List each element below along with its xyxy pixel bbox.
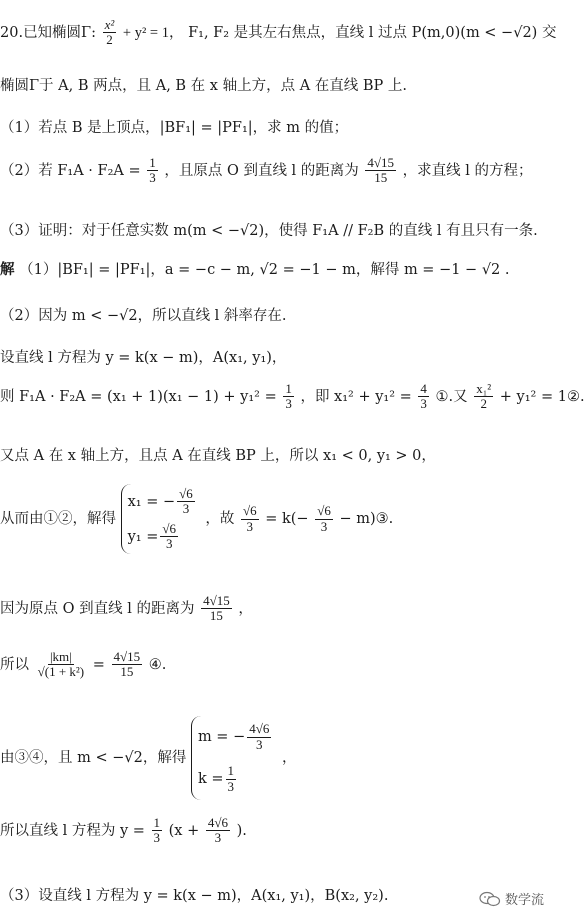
solution-line-6: 从而由①②，解得 x₁ = − $\frac{√6}{3}$ y₁ = $\frac{√6}{3}$ ，故 $\frac{√6}{3}$ = k(− $\frac{√6}{3}$ − m)③. [0,484,393,554]
solution-line-1: 解 （1）|BF₁| = |PF₁|，a = −c − m, √2 = −1 − m，解得 m = −1 − √2 . [0,261,510,278]
wechat-icon [479,891,501,907]
solution-line-11: （3）设直线 l 方程为 y = k(x − m)，A(x₁, y₁)，B(x₂, y₂). [0,888,389,904]
question-3: （3）证明：对于任意实数 m(m < −√2)，使得 F₁A // F₂B 的直线 l 有且只有一条. [0,223,538,239]
problem-line-2: 椭圆Γ于 A, B 两点，且 A, B 在 x 轴上方，点 A 在直线 BP 上. [0,78,408,94]
ellipse-fraction: $\frac{\text{x²}}{2}$ [104,17,115,48]
equation-system-2: m = − $\frac{4√6}{3}$ k = $\frac{1}{3}$ [191,716,277,800]
solution-line-2: （2）因为 m < −√2，所以直线 l 斜率存在. [0,308,287,324]
solution-line-5: 又点 A 在 x 轴上方，且点 A 在直线 BP 上，所以 x₁ < 0, y₁ > 0， [0,448,436,464]
question-1: （1）若点 B 是上顶点，|BF₁| = |PF₁|，求 m 的值； [0,120,349,136]
solution-line-8: 所以 $\frac{|km|}{\text{√(1 + k²)}}$ = $\frac{4√15}{15}$ ④. [0,649,167,680]
equation-system-1: x₁ = − $\frac{√6}{3}$ y₁ = $\frac{√6}{3}$ [121,484,201,554]
question-2: （2）若 F₁A · F₂A = $\frac{1}{3}$ ，且原点 O 到直线 l 的距离为 $\frac{4√15}{15}$ ，求直线 l 的方程； [0,155,533,186]
solution-line-7: 因为原点 O 到直线 l 的距离为 $\frac{4√15}{15}$ ， [0,593,253,624]
solution-line-3: 设直线 l 方程为 y = k(x − m)，A(x₁, y₁)， [0,350,287,366]
watermark-label: 数学流 [504,893,544,908]
solution-line-10: 所以直线 l 方程为 y = $\frac{1}{3}$ (x + $\frac{4√6}{3}$ ). [0,815,247,846]
problem-line-1: 20.已知椭圆Γ: $\frac{\text{x²}}{2}$ + y² = 1， F₁, F₂ 是其左右焦点，直线 l 过点 P(m,0)(m < −√2) 交 [0,17,557,48]
watermark [479,889,544,908]
solution-line-4: 则 F₁A · F₂A = (x₁ + 1)(x₁ − 1) + y₁² = $\frac{1}{3}$ ，即 x₁² + y₁² = $\frac{4}{3}$ ①.又 $\frac{\text{x₁²}}{2}$ + y₁² = 1②. [0,381,585,412]
solution-line-9: 由③④，且 m < −√2，解得 m = − $\frac{4√6}{3}$ k = $\frac{1}{3}$ ， [0,716,296,800]
